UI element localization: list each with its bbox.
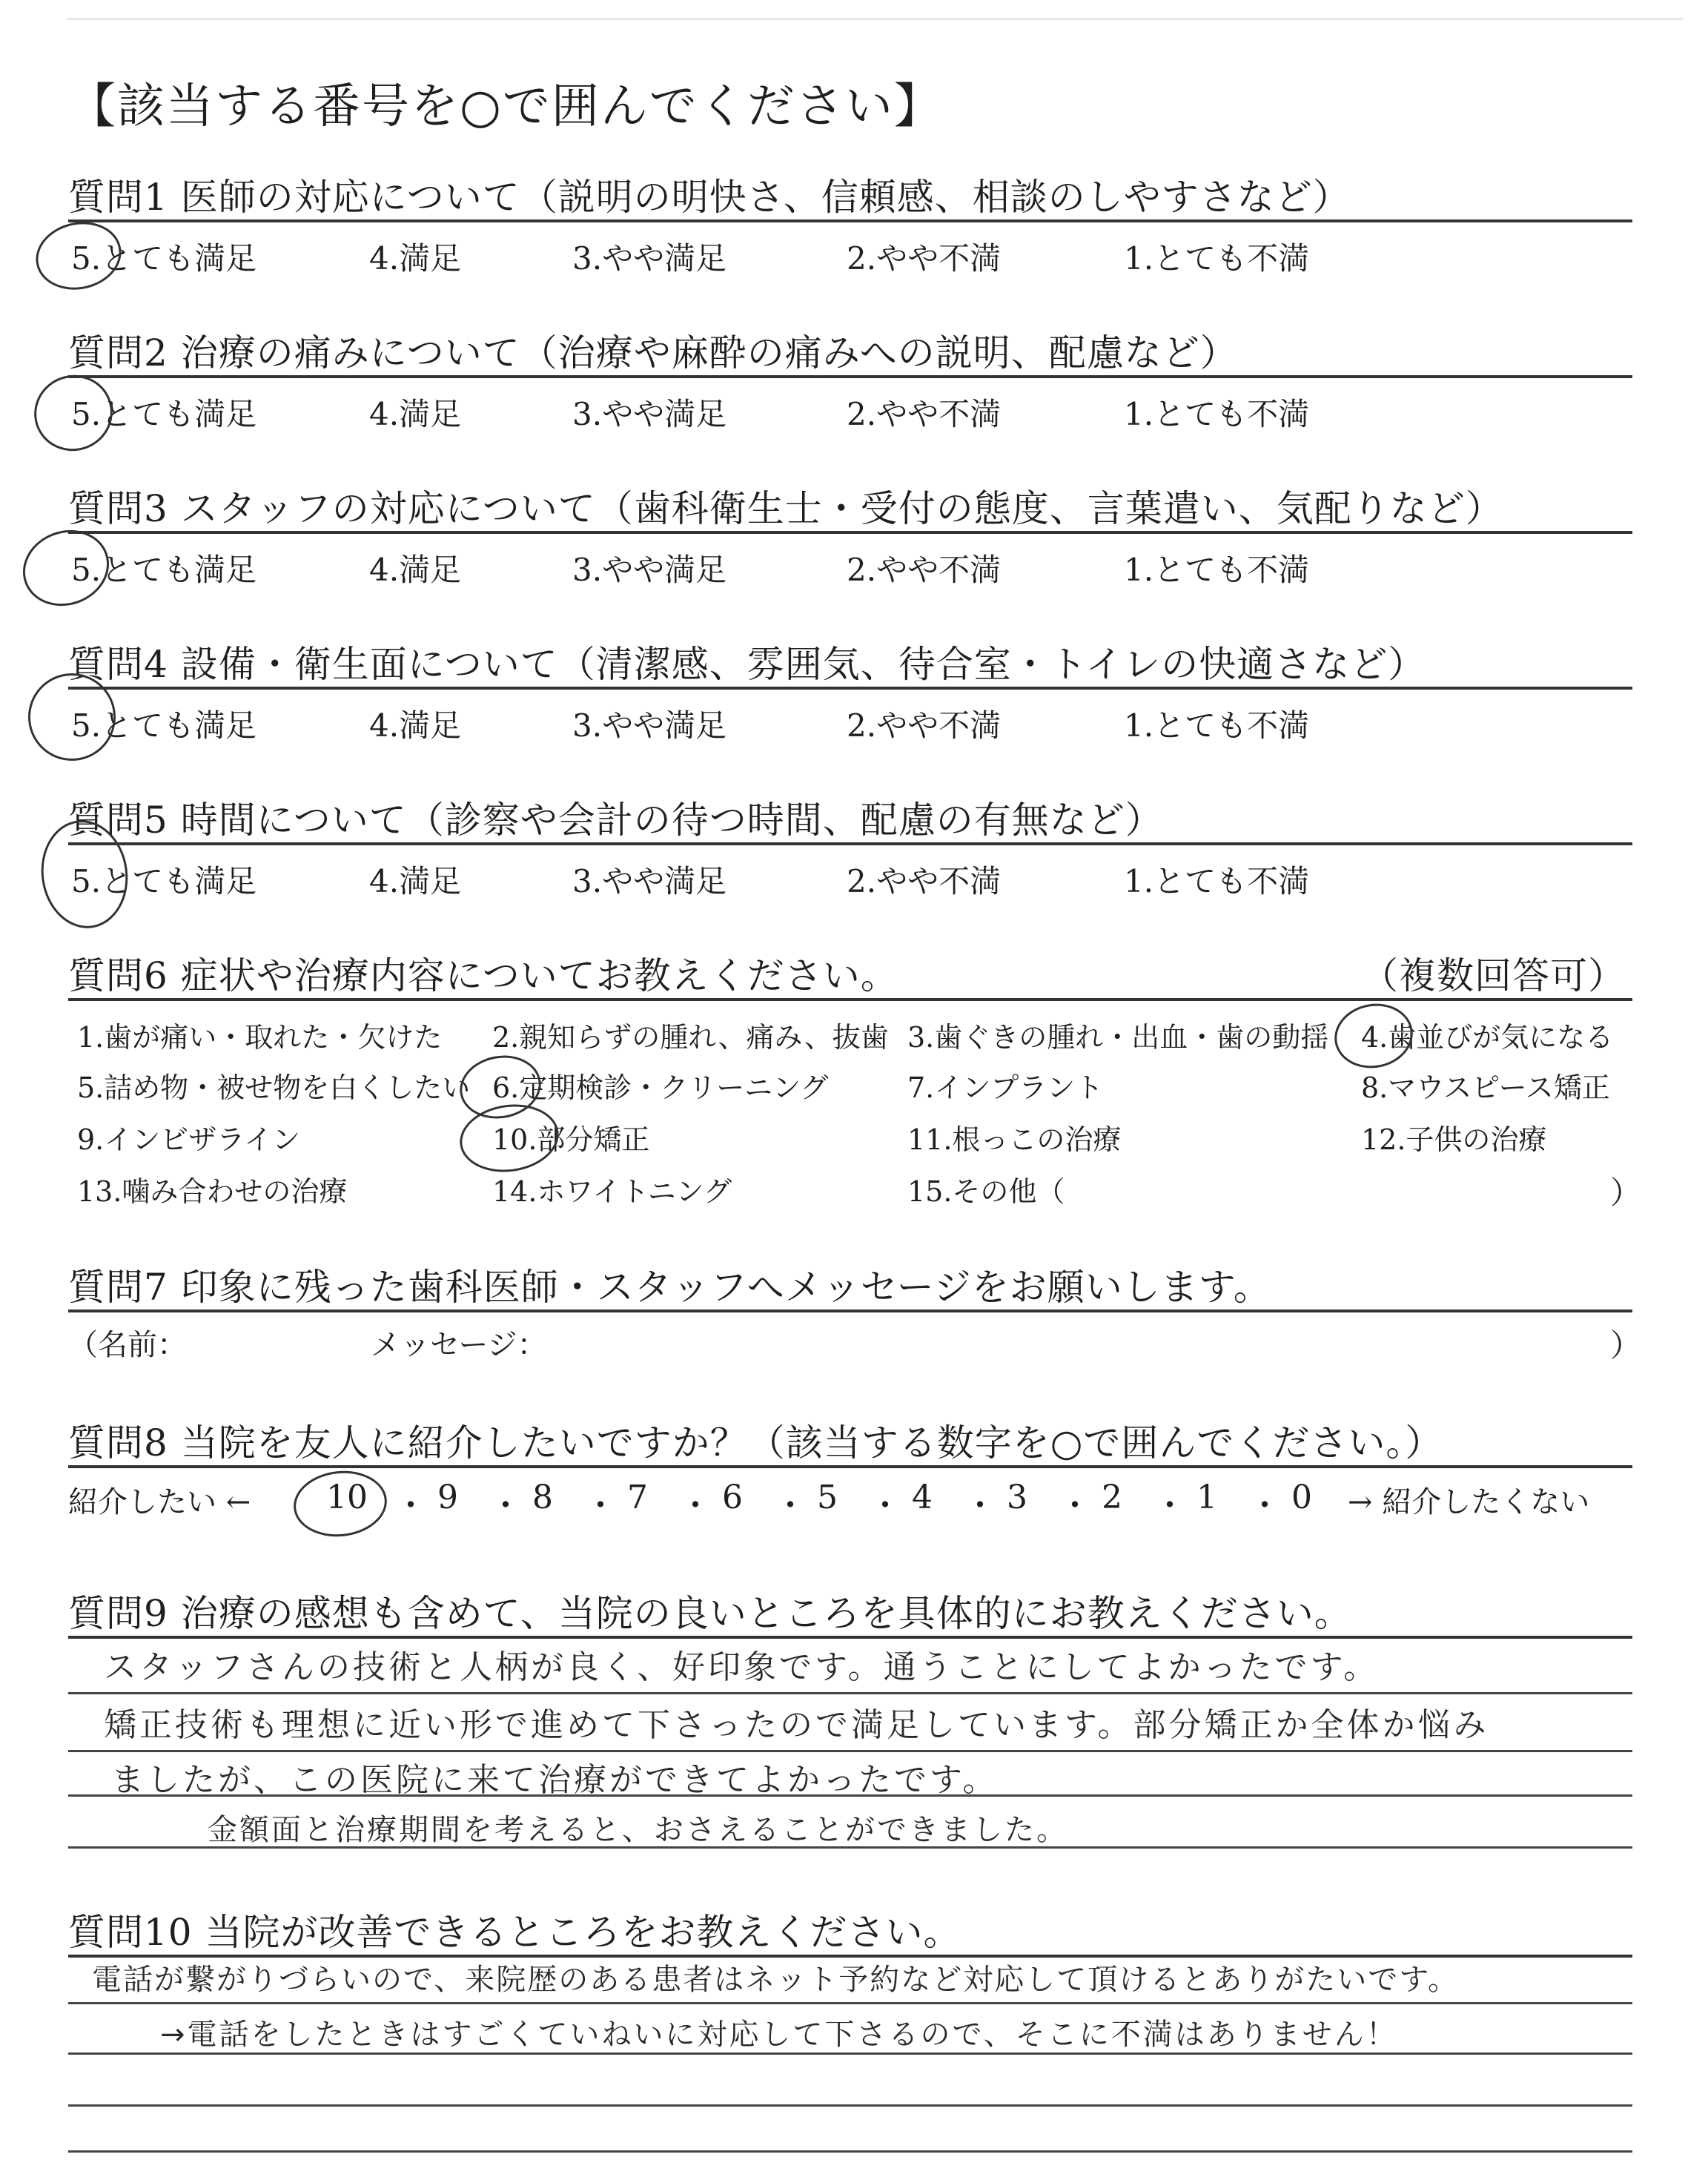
q8-answer-circle bbox=[291, 1467, 391, 1542]
q5-option-4[interactable]: 4.満足 bbox=[369, 863, 462, 899]
q6-item-5[interactable]: 5.詰め物・被せ物を白くしたい bbox=[77, 1071, 471, 1104]
q8-scale-0[interactable]: 0 bbox=[1291, 1479, 1312, 1516]
question-7-rule bbox=[68, 1309, 1632, 1312]
q9-handwritten-line-2: 矯正技術も理想に近い形で進めて下さったので満足しています。部分矯正か全体か悩み bbox=[104, 1706, 1489, 1744]
q1-option-2[interactable]: 2.やや不満 bbox=[847, 240, 1002, 277]
q9-line-2 bbox=[68, 1750, 1632, 1752]
q1-option-4[interactable]: 4.満足 bbox=[369, 240, 462, 277]
q8-left-label: 紹介したい ← bbox=[68, 1485, 251, 1519]
q3-option-4[interactable]: 4.満足 bbox=[369, 552, 462, 588]
question-1-label: 質問1 医師の対応について（説明の明快さ、信頼感、相談のしやすさなど） bbox=[68, 176, 1351, 219]
q8-separator: ・ bbox=[964, 1487, 996, 1525]
q6-item-11[interactable]: 11.根っこの治療 bbox=[907, 1123, 1122, 1156]
q6-item-7[interactable]: 7.インプラント bbox=[907, 1071, 1104, 1104]
question-9-label: 質問9 治療の感想も含めて、当院の良いところを具体的にお教えください。 bbox=[68, 1592, 1352, 1635]
q10-handwritten-line-1: 電話が繋がりづらいので、来院歴のある患者はネット予約など対応して頂けるとありがたいです。 bbox=[92, 1963, 1459, 1997]
q8-scale-5[interactable]: 5 bbox=[817, 1479, 838, 1516]
q4-option-5[interactable]: 5.とても満足 bbox=[71, 707, 257, 744]
q8-scale-4[interactable]: 4 bbox=[912, 1479, 933, 1516]
q5-option-3[interactable]: 3.やや満足 bbox=[572, 863, 727, 899]
q6-item-15-close-paren: ） bbox=[1610, 1175, 1642, 1211]
q8-scale-1[interactable]: 1 bbox=[1196, 1479, 1217, 1516]
q4-option-1[interactable]: 1.とても不満 bbox=[1124, 707, 1310, 744]
q3-option-3[interactable]: 3.やや満足 bbox=[572, 552, 727, 588]
q8-separator: ・ bbox=[584, 1487, 617, 1525]
q2-option-5[interactable]: 5.とても満足 bbox=[71, 396, 257, 432]
question-3-rule bbox=[68, 531, 1632, 534]
question-3-label: 質問3 スタッフの対応について（歯科衛生士・受付の態度、言葉遣い、気配りなど） bbox=[68, 487, 1503, 530]
q1-answer-circle bbox=[30, 214, 128, 297]
question-9-rule bbox=[68, 1636, 1632, 1639]
q3-option-2[interactable]: 2.やや不満 bbox=[847, 552, 1002, 588]
page-title: 【該当する番号を○で囲んでください】 bbox=[68, 79, 943, 134]
q2-option-1[interactable]: 1.とても不満 bbox=[1124, 396, 1310, 432]
q10-handwritten-line-2: →電話をしたときはすごくていねいに対応して下さるので、そこに不満はありません！ bbox=[160, 2018, 1398, 2052]
q9-handwritten-line-1: スタッフさんの技術と人柄が良く、好印象です。通うことにしてよかったです。 bbox=[104, 1648, 1380, 1686]
q8-right-label: → 紹介したくない bbox=[1348, 1485, 1590, 1519]
question-7-label: 質問7 印象に残った歯科医師・スタッフへメッセージをお願いします。 bbox=[68, 1266, 1271, 1309]
q7-close-paren: ） bbox=[1610, 1327, 1642, 1364]
question-4-rule bbox=[68, 687, 1632, 690]
question-6-rule bbox=[68, 998, 1632, 1001]
q2-option-2[interactable]: 2.やや不満 bbox=[847, 396, 1002, 432]
q9-handwritten-line-4: 金額面と治療期間を考えると、おさえることができました。 bbox=[208, 1813, 1068, 1847]
question-1-rule bbox=[68, 219, 1632, 222]
q4-option-4[interactable]: 4.満足 bbox=[369, 707, 462, 744]
q1-option-3[interactable]: 3.やや満足 bbox=[572, 240, 727, 277]
q10-line-1 bbox=[68, 2002, 1632, 2004]
q9-line-3 bbox=[68, 1794, 1632, 1797]
q8-scale-3[interactable]: 3 bbox=[1007, 1479, 1027, 1516]
q8-separator: ・ bbox=[1059, 1487, 1091, 1525]
q8-scale-6[interactable]: 6 bbox=[722, 1479, 743, 1516]
q1-option-5[interactable]: 5.とても満足 bbox=[71, 240, 257, 277]
q5-option-2[interactable]: 2.やや不満 bbox=[847, 863, 1002, 899]
q6-item-10[interactable]: 10.部分矯正 bbox=[492, 1123, 650, 1156]
question-5-label: 質問5 時間について（診察や会計の待つ時間、配慮の有無など） bbox=[68, 799, 1163, 842]
q8-separator: ・ bbox=[1153, 1487, 1186, 1525]
question-2-rule bbox=[68, 375, 1632, 378]
q2-option-3[interactable]: 3.やや満足 bbox=[572, 396, 727, 432]
q8-separator: ・ bbox=[869, 1487, 901, 1525]
q5-option-5[interactable]: 5.とても満足 bbox=[71, 863, 257, 899]
q1-option-1[interactable]: 1.とても不満 bbox=[1124, 240, 1310, 277]
question-5-rule bbox=[68, 842, 1632, 845]
q6-item-3[interactable]: 3.歯ぐきの腫れ・出血・歯の動揺 bbox=[907, 1021, 1329, 1054]
q9-line-1 bbox=[68, 1692, 1632, 1694]
q3-option-5[interactable]: 5.とても満足 bbox=[71, 552, 257, 588]
q4-option-2[interactable]: 2.やや不満 bbox=[847, 707, 1002, 744]
q8-scale-10[interactable]: 10 bbox=[326, 1479, 368, 1516]
question-8-rule bbox=[68, 1465, 1632, 1468]
q2-answer-circle bbox=[24, 365, 122, 461]
q7-name-label: （名前： bbox=[68, 1328, 187, 1362]
q8-separator: ・ bbox=[679, 1487, 712, 1525]
q7-message-label: メッセージ： bbox=[371, 1328, 547, 1362]
q6-item-6[interactable]: 6.定期検診・クリーニング bbox=[492, 1071, 829, 1104]
q10-line-2 bbox=[68, 2052, 1632, 2055]
q6-item-4[interactable]: 4.歯並びが気になる bbox=[1361, 1021, 1614, 1054]
q8-scale-2[interactable]: 2 bbox=[1102, 1479, 1122, 1516]
q4-option-3[interactable]: 3.やや満足 bbox=[572, 707, 727, 744]
q6-item-8[interactable]: 8.マウスピース矯正 bbox=[1361, 1071, 1610, 1104]
q10-line-4 bbox=[68, 2150, 1632, 2153]
q2-option-4[interactable]: 4.満足 bbox=[369, 396, 462, 432]
q10-line-3 bbox=[68, 2104, 1632, 2107]
question-6-label: 質問6 症状や治療内容についてお教えください。 bbox=[68, 954, 898, 997]
q8-scale-8[interactable]: 8 bbox=[532, 1479, 553, 1516]
question-10-label: 質問10 当院が改善できるところをお教えください。 bbox=[68, 1911, 961, 1954]
q5-option-1[interactable]: 1.とても不満 bbox=[1124, 863, 1310, 899]
q6-item-15[interactable]: 15.その他（ bbox=[907, 1175, 1065, 1208]
q6-item-12[interactable]: 12.子供の治療 bbox=[1361, 1123, 1547, 1156]
q8-separator: ・ bbox=[1248, 1487, 1281, 1525]
q8-scale-7[interactable]: 7 bbox=[627, 1479, 648, 1516]
q6-item-2[interactable]: 2.親知らずの腫れ、痛み、抜歯 bbox=[492, 1021, 889, 1054]
q6-circle-4 bbox=[1329, 997, 1417, 1074]
q6-item-14[interactable]: 14.ホワイトニング bbox=[492, 1175, 732, 1208]
q9-handwritten-line-3: ましたが、この医院に来て治療ができてよかったです。 bbox=[111, 1761, 999, 1799]
question-6-note: （複数回答可） bbox=[1361, 954, 1626, 997]
q8-scale-9[interactable]: 9 bbox=[437, 1479, 458, 1516]
q8-separator: ・ bbox=[489, 1487, 522, 1525]
q3-option-1[interactable]: 1.とても不満 bbox=[1124, 552, 1310, 588]
q6-item-9[interactable]: 9.インビザライン bbox=[77, 1123, 301, 1156]
question-2-label: 質問2 治療の痛みについて（治療や麻酔の痛みへの説明、配慮など） bbox=[68, 331, 1238, 374]
question-8-label: 質問8 当院を友人に紹介したいですか？（該当する数字を○で囲んでください。） bbox=[68, 1421, 1443, 1464]
q8-separator: ・ bbox=[774, 1487, 807, 1525]
q9-line-4 bbox=[68, 1846, 1632, 1849]
top-edge-line bbox=[67, 18, 1683, 20]
question-4-label: 質問4 設備・衛生面について（清潔感、雰囲気、待合室・トイレの快適さなど） bbox=[68, 643, 1426, 686]
q6-item-13[interactable]: 13.噛み合わせの治療 bbox=[77, 1175, 348, 1208]
q6-item-1[interactable]: 1.歯が痛い・取れた・欠けた bbox=[77, 1021, 443, 1054]
q8-separator: ・ bbox=[394, 1487, 427, 1525]
